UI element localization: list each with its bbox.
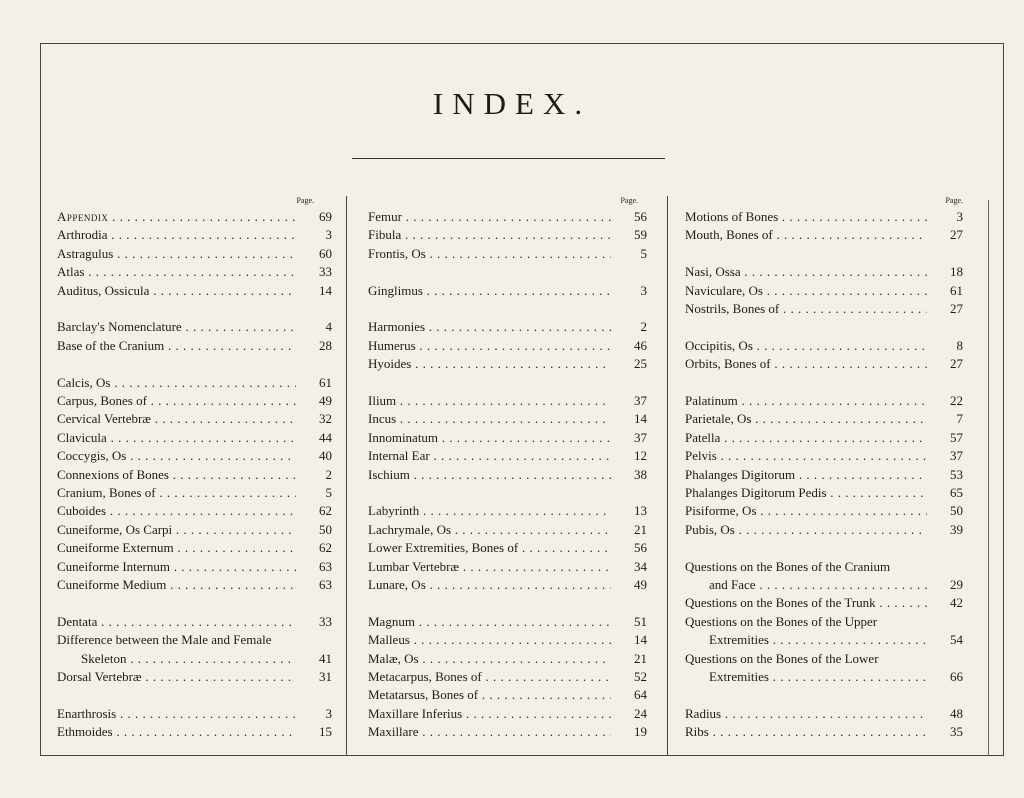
top-border-rule bbox=[40, 43, 1004, 44]
index-entry-page: 39 bbox=[950, 521, 963, 537]
index-entry-page: 34 bbox=[634, 558, 647, 574]
index-entry-label: Dorsal Vertebræ . . . bbox=[57, 668, 296, 686]
index-entry bbox=[685, 429, 963, 447]
page-column-heading: Page. bbox=[945, 196, 963, 205]
index-entry-label: Pelvis . . . bbox=[685, 447, 927, 465]
index-entry-page: 49 bbox=[634, 577, 647, 592]
index-entry-page: 41 bbox=[319, 650, 332, 666]
index-entry bbox=[685, 502, 963, 520]
index-entry-page: 13 bbox=[634, 503, 647, 519]
index-entry-label: Questions on the Bones of the Cranium bbox=[685, 558, 891, 574]
index-entry-label: Atlas . . . bbox=[57, 263, 296, 281]
index-entry-page: 40 bbox=[319, 448, 332, 464]
title-underline bbox=[352, 158, 665, 159]
index-entry-page: 49 bbox=[319, 393, 332, 408]
index-entry bbox=[57, 650, 332, 668]
index-entry-label: and Face . . . bbox=[709, 576, 927, 594]
index-entry-label: Pisiforme, Os . . . bbox=[685, 502, 927, 520]
index-entry-label: Phalanges Digitorum . . . bbox=[685, 466, 927, 484]
index-entry-page: 14 bbox=[319, 282, 332, 298]
index-entry-label: Labyrinth . . . bbox=[368, 502, 611, 520]
index-entry-label: Appendix . . . bbox=[57, 208, 296, 226]
index-entry-label: Enarthrosis . . . bbox=[57, 705, 296, 723]
index-entry bbox=[57, 282, 332, 300]
index-entry bbox=[368, 539, 647, 557]
index-entry-page: 38 bbox=[634, 466, 647, 482]
index-entry bbox=[685, 631, 963, 649]
index-entry-label: Radius . . . bbox=[685, 705, 927, 723]
index-entry bbox=[685, 300, 963, 318]
index-entry-label: Ethmoides . . . bbox=[57, 723, 296, 741]
index-entry-label: Occipitis, Os . . . bbox=[685, 337, 927, 355]
index-entry bbox=[368, 705, 647, 723]
index-entry-page: 12 bbox=[634, 448, 647, 464]
index-entry-label: Cervical Vertebræ . . . bbox=[57, 410, 296, 428]
index-entry-page: 22 bbox=[950, 393, 963, 408]
index-entry-page: 3 bbox=[640, 282, 647, 298]
index-entry-label: Patella . . . bbox=[685, 429, 927, 447]
index-entry-page: 4 bbox=[325, 319, 332, 335]
index-entry-label: Metacarpus, Bones of . . . bbox=[368, 668, 611, 686]
index-entry-page: 27 bbox=[950, 356, 963, 372]
index-entry-label: Dentata . . . bbox=[57, 613, 296, 631]
index-entry-page: 3 bbox=[325, 227, 332, 243]
index-entry-label: Internal Ear . . . bbox=[368, 447, 611, 465]
index-entry bbox=[57, 374, 332, 392]
index-entry-label: Malæ, Os . . . bbox=[368, 650, 611, 668]
index-entry-label: Lunare, Os . . . bbox=[368, 576, 611, 594]
index-entry-page: 63 bbox=[319, 577, 332, 592]
index-entry-label: Ginglimus . . . bbox=[368, 282, 611, 300]
index-entry bbox=[57, 226, 332, 244]
index-entry-label: Innominatum . . . bbox=[368, 429, 611, 447]
index-entry-page: 54 bbox=[950, 632, 963, 648]
index-entry-label: Arthrodia . . . bbox=[57, 226, 296, 244]
index-entry-page: 64 bbox=[634, 687, 647, 703]
index-entry bbox=[57, 576, 332, 594]
index-entry bbox=[685, 594, 963, 612]
index-entry-page: 28 bbox=[319, 337, 332, 353]
index-entry-label: Cuneiforme, Os Carpi . . . bbox=[57, 521, 296, 539]
index-entry-label: Naviculare, Os . . . bbox=[685, 282, 927, 300]
index-entry bbox=[368, 447, 647, 465]
index-entry bbox=[57, 208, 332, 226]
index-entry-label: Cranium, Bones of . . . bbox=[57, 484, 296, 502]
index-entry-label: Motions of Bones . . . bbox=[685, 208, 927, 226]
index-entry-page: 31 bbox=[319, 669, 332, 684]
index-entry-page: 5 bbox=[325, 485, 332, 500]
index-entry-label: Cuneiforme Externum . . . bbox=[57, 539, 296, 557]
index-entry-label: Auditus, Ossicula . . . bbox=[57, 282, 296, 300]
index-entry bbox=[57, 723, 332, 741]
index-entry-label: Metatarsus, Bones of . . . bbox=[368, 686, 611, 704]
index-entry-label: Phalanges Digitorum Pedis . . . bbox=[685, 484, 927, 502]
index-entry bbox=[57, 521, 332, 539]
index-entry-label: Maxillare Inferius . . . bbox=[368, 705, 611, 723]
index-entry bbox=[685, 410, 963, 428]
index-entry-label: Femur . . . bbox=[368, 208, 611, 226]
index-entry-label: Ribs . . . bbox=[685, 723, 927, 741]
index-entry bbox=[368, 502, 647, 520]
right-border-rule bbox=[1003, 43, 1004, 756]
index-entry bbox=[57, 484, 332, 502]
inner-right-rule bbox=[988, 200, 989, 756]
index-entry-page: 50 bbox=[319, 521, 332, 537]
index-entry-label: Extremities . . . bbox=[709, 631, 927, 649]
index-entry-page: 2 bbox=[325, 466, 332, 482]
index-entry bbox=[685, 263, 963, 281]
index-entry bbox=[368, 576, 647, 594]
index-entry-label: Mouth, Bones of . . . bbox=[685, 226, 927, 244]
index-entry bbox=[368, 355, 647, 373]
index-entry bbox=[368, 521, 647, 539]
index-entry-label: Harmonies . . . bbox=[368, 318, 611, 336]
index-entry bbox=[685, 613, 963, 631]
index-entry bbox=[685, 668, 963, 686]
index-entry-label: Clavicula . . . bbox=[57, 429, 296, 447]
index-entry-page: 57 bbox=[950, 429, 963, 445]
index-entry-label: Questions on the Bones of the Upper bbox=[685, 613, 878, 629]
index-entry-page: 27 bbox=[950, 227, 963, 243]
index-entry bbox=[685, 723, 963, 741]
bottom-border-rule bbox=[40, 755, 1004, 756]
index-entry-page: 33 bbox=[319, 613, 332, 629]
index-entry-label: Connexions of Bones . . . bbox=[57, 466, 296, 484]
index-entry-page: 50 bbox=[950, 503, 963, 519]
index-entry bbox=[368, 686, 647, 704]
index-entry bbox=[685, 355, 963, 373]
index-entry bbox=[368, 631, 647, 649]
index-entry-label: Lachrymale, Os . . . bbox=[368, 521, 611, 539]
index-entry bbox=[685, 392, 963, 410]
index-entry-page: 56 bbox=[634, 540, 647, 556]
index-entry-page: 5 bbox=[640, 245, 647, 261]
index-entry bbox=[685, 484, 963, 502]
index-entry-page: 33 bbox=[319, 264, 332, 280]
index-entry bbox=[57, 668, 332, 686]
page-column-heading: Page. bbox=[620, 196, 638, 205]
index-entry bbox=[57, 429, 332, 447]
index-entry-page: 3 bbox=[956, 209, 963, 224]
index-entry bbox=[57, 613, 332, 631]
index-entry-label: Carpus, Bones of . . . bbox=[57, 392, 296, 410]
index-entry-page: 69 bbox=[319, 209, 332, 224]
index-entry bbox=[368, 392, 647, 410]
index-entry bbox=[685, 447, 963, 465]
index-entry bbox=[57, 263, 332, 281]
index-entry bbox=[685, 576, 963, 594]
index-entry-page: 37 bbox=[634, 393, 647, 408]
index-entry-label: Parietale, Os . . . bbox=[685, 410, 927, 428]
index-entry-label: Questions on the Bones of the Trunk . . . bbox=[685, 594, 927, 612]
index-entry-label: Skeleton . . . bbox=[81, 650, 296, 668]
index-entry-page: 61 bbox=[319, 374, 332, 390]
index-entry-page: 18 bbox=[950, 264, 963, 280]
index-entry bbox=[57, 447, 332, 465]
index-entry-page: 19 bbox=[634, 724, 647, 740]
index-entry-label: Maxillare . . . bbox=[368, 723, 611, 741]
index-entry bbox=[57, 558, 332, 576]
index-entry-label: Fibula . . . bbox=[368, 226, 611, 244]
column-divider-1 bbox=[346, 196, 347, 756]
index-entry-page: 35 bbox=[950, 724, 963, 740]
index-entry-label: Orbits, Bones of . . . bbox=[685, 355, 927, 373]
index-entry-label: Nostrils, Bones of . . . bbox=[685, 300, 927, 318]
index-entry-page: 8 bbox=[956, 337, 963, 353]
index-entry bbox=[57, 410, 332, 428]
index-entry bbox=[368, 466, 647, 484]
left-border-rule bbox=[40, 43, 41, 756]
index-entry bbox=[368, 245, 647, 263]
index-entry-label: Incus . . . bbox=[368, 410, 611, 428]
index-entry bbox=[685, 521, 963, 539]
index-entry-label: Lumbar Vertebræ . . . bbox=[368, 558, 611, 576]
index-entry-page: 44 bbox=[319, 429, 332, 445]
index-entry bbox=[368, 318, 647, 336]
index-entry bbox=[368, 668, 647, 686]
index-entry-page: 14 bbox=[634, 632, 647, 648]
index-entry bbox=[685, 650, 963, 668]
index-entry-page: 32 bbox=[319, 411, 332, 427]
index-entry bbox=[368, 558, 647, 576]
index-entry-label: Coccygis, Os . . . bbox=[57, 447, 296, 465]
index-entry-label: Difference between the Male and Female bbox=[57, 632, 272, 648]
index-entry-label: Ilium . . . bbox=[368, 392, 611, 410]
index-entry-label: Barclay's Nomenclature . . . bbox=[57, 318, 296, 336]
index-entry-page: 62 bbox=[319, 540, 332, 556]
index-entry-label: Lower Extremities, Bones of . . . bbox=[368, 539, 611, 557]
index-entry-label: Palatinum . . . bbox=[685, 392, 927, 410]
index-entry-page: 65 bbox=[950, 485, 963, 500]
index-entry bbox=[57, 245, 332, 263]
index-entry bbox=[368, 410, 647, 428]
index-entry-label: Cuneiforme Internum . . . bbox=[57, 558, 296, 576]
index-entry-page: 48 bbox=[950, 705, 963, 721]
index-entry bbox=[685, 282, 963, 300]
index-entry-page: 61 bbox=[950, 282, 963, 298]
index-entry-page: 42 bbox=[950, 595, 963, 611]
index-entry-label: Cuboides . . . bbox=[57, 502, 296, 520]
index-entry bbox=[57, 318, 332, 336]
index-entry-page: 29 bbox=[950, 577, 963, 592]
index-entry bbox=[57, 631, 332, 649]
index-entry bbox=[685, 558, 963, 576]
index-entry-page: 2 bbox=[640, 319, 647, 335]
index-entry-label: Questions on the Bones of the Lower bbox=[685, 650, 879, 666]
index-entry-page: 52 bbox=[634, 669, 647, 684]
index-entry bbox=[368, 650, 647, 668]
index-entry-label: Extremities . . . bbox=[709, 668, 927, 686]
index-entry bbox=[368, 613, 647, 631]
page-title: INDEX. bbox=[432, 86, 592, 121]
index-entry-label: Astragulus . . . bbox=[57, 245, 296, 263]
column-divider-2 bbox=[667, 196, 668, 756]
index-entry-label: Cuneiforme Medium . . . bbox=[57, 576, 296, 594]
index-entry bbox=[368, 208, 647, 226]
index-entry-label: Calcis, Os . . . bbox=[57, 374, 296, 392]
index-entry-page: 25 bbox=[634, 356, 647, 372]
index-entry bbox=[685, 208, 963, 226]
index-entry-page: 3 bbox=[325, 705, 332, 721]
index-entry-page: 14 bbox=[634, 411, 647, 427]
index-entry-page: 66 bbox=[950, 669, 963, 684]
index-entry-label: Hyoides . . . bbox=[368, 355, 611, 373]
index-entry-page: 59 bbox=[634, 227, 647, 243]
index-entry-page: 15 bbox=[319, 724, 332, 740]
index-entry bbox=[57, 337, 332, 355]
index-entry-page: 51 bbox=[634, 613, 647, 629]
index-entry bbox=[368, 723, 647, 741]
index-entry-label: Nasi, Ossa . . . bbox=[685, 263, 927, 281]
index-entry-page: 21 bbox=[634, 521, 647, 537]
index-entry-page: 27 bbox=[950, 301, 963, 316]
index-entry bbox=[685, 466, 963, 484]
index-entry-page: 46 bbox=[634, 337, 647, 353]
index-entry bbox=[685, 226, 963, 244]
page-column-heading: Page. bbox=[296, 196, 314, 205]
index-entry-label: Ischium . . . bbox=[368, 466, 611, 484]
index-entry bbox=[685, 705, 963, 723]
index-entry-page: 53 bbox=[950, 466, 963, 482]
index-entry-page: 60 bbox=[319, 245, 332, 261]
index-entry-label: Humerus . . . bbox=[368, 337, 611, 355]
index-entry bbox=[368, 282, 647, 300]
index-entry-label: Magnum . . . bbox=[368, 613, 611, 631]
index-entry bbox=[57, 539, 332, 557]
index-entry-page: 37 bbox=[634, 429, 647, 445]
index-entry-page: 56 bbox=[634, 209, 647, 224]
index-entry-page: 63 bbox=[319, 558, 332, 574]
index-entry bbox=[368, 429, 647, 447]
index-entry-label: Base of the Cranium . . . bbox=[57, 337, 296, 355]
index-entry-page: 24 bbox=[634, 705, 647, 721]
index-entry bbox=[368, 337, 647, 355]
index-entry-page: 37 bbox=[950, 448, 963, 464]
index-entry bbox=[685, 337, 963, 355]
index-entry bbox=[368, 226, 647, 244]
index-entry-page: 21 bbox=[634, 650, 647, 666]
index-entry bbox=[57, 705, 332, 723]
index-entry-page: 62 bbox=[319, 503, 332, 519]
index-entry-page: 7 bbox=[956, 411, 963, 427]
index-entry bbox=[57, 466, 332, 484]
index-entry bbox=[57, 392, 332, 410]
index-entry-label: Malleus . . . bbox=[368, 631, 611, 649]
index-entry-label: Frontis, Os . . . bbox=[368, 245, 611, 263]
index-entry bbox=[57, 502, 332, 520]
index-entry-label: Pubis, Os . . . bbox=[685, 521, 927, 539]
